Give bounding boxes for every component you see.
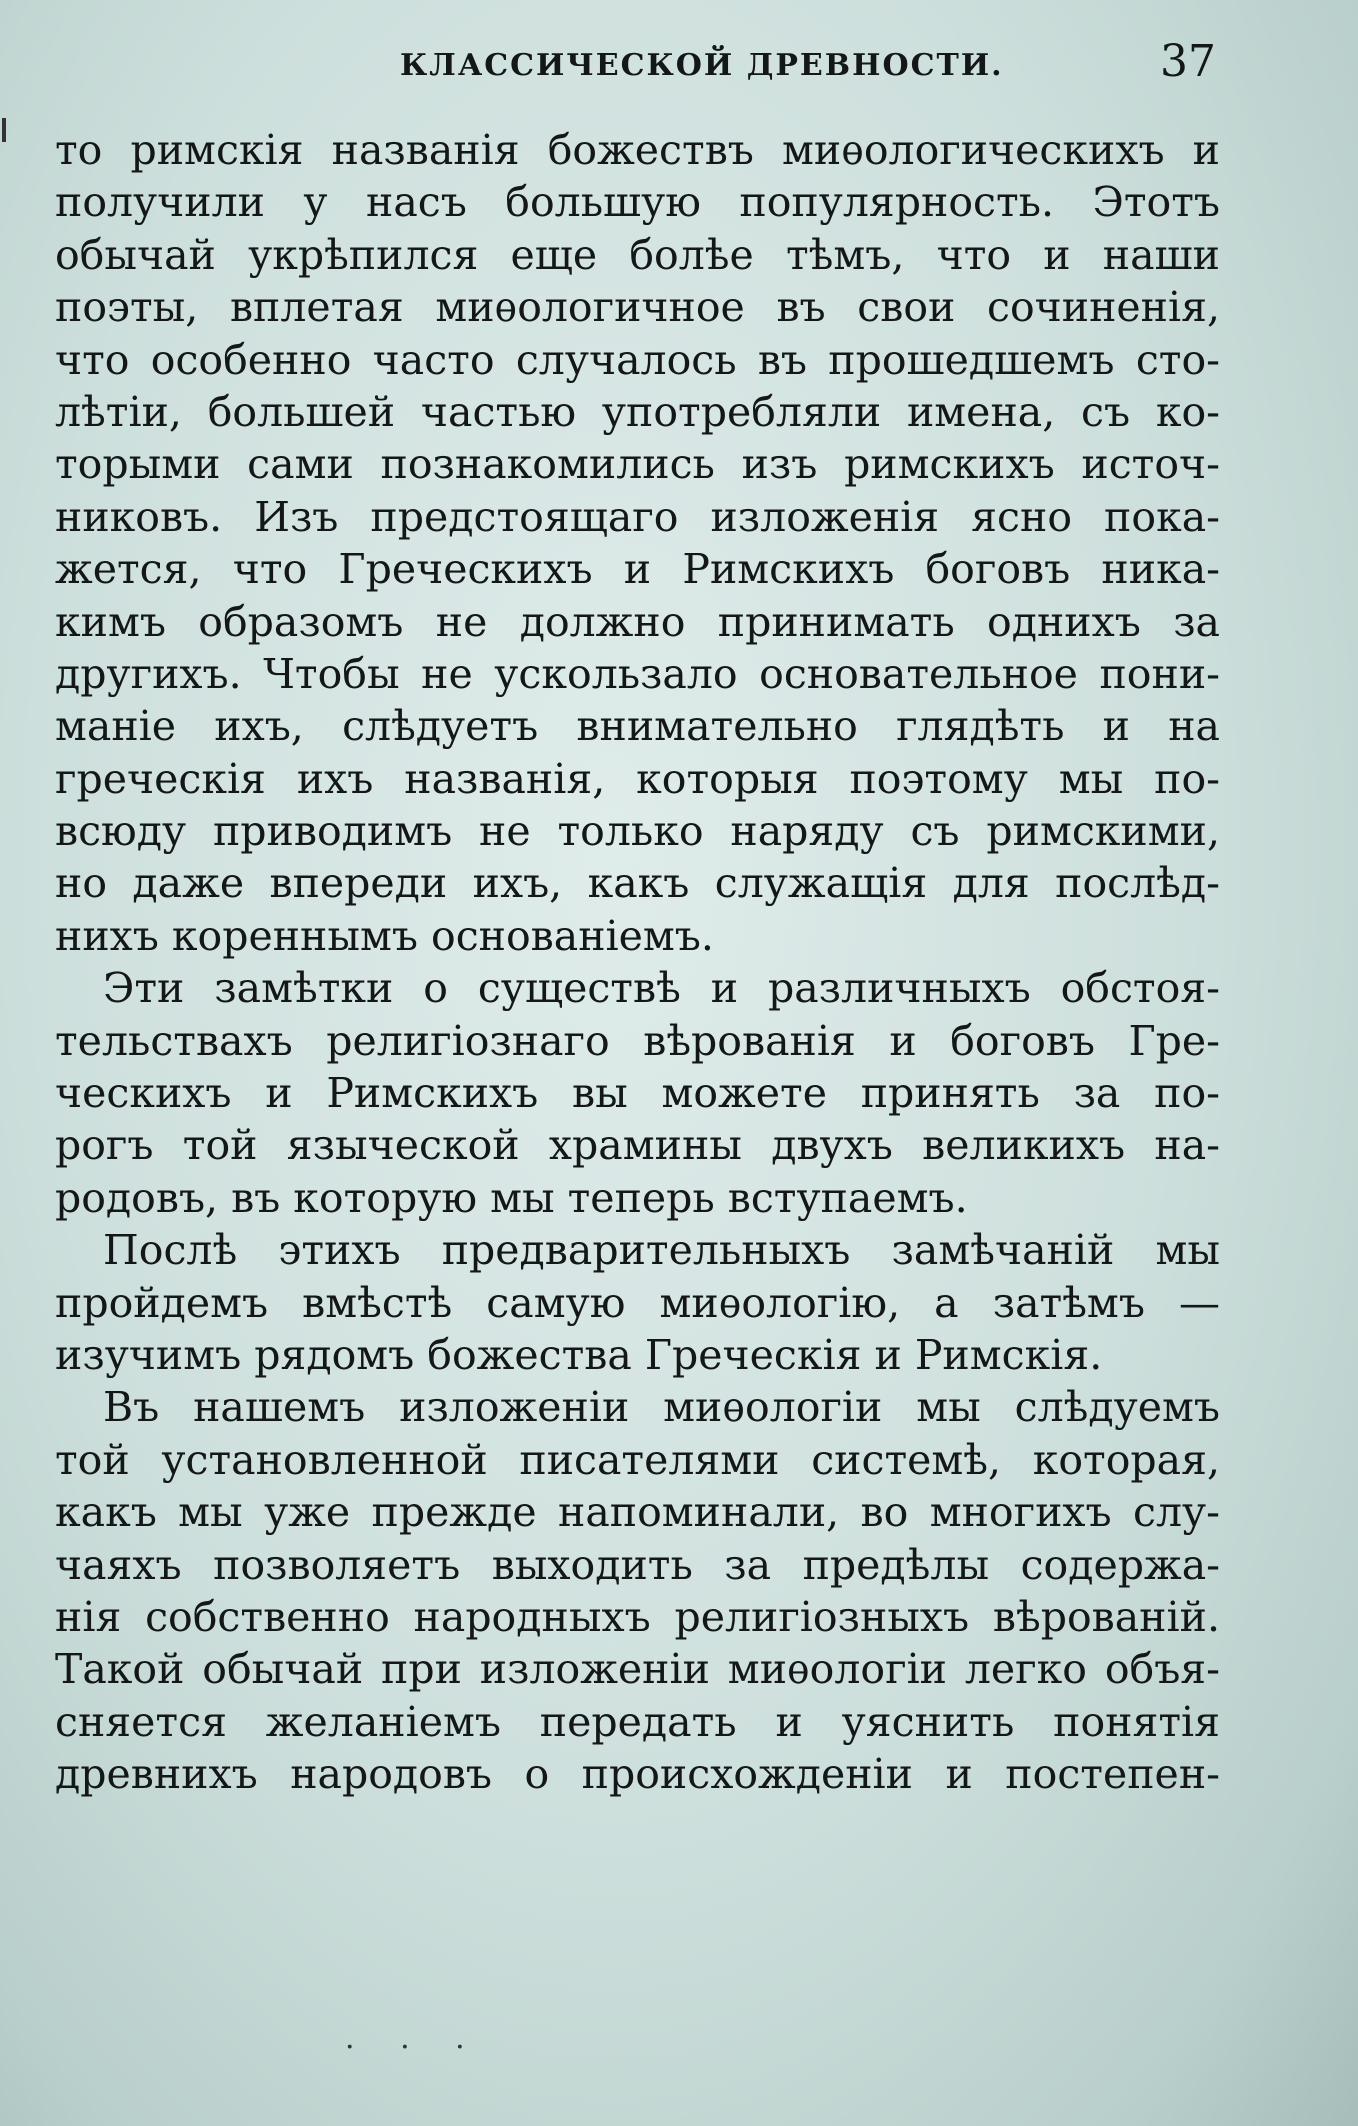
running-head-title: КЛАССИЧЕСКОЙ ДРЕВНОСТИ. xyxy=(400,48,1004,83)
text-line: рогъ той языческой храмины двухъ великихъ на- xyxy=(55,1121,1220,1170)
text-line: другихъ. Чтобы не ускользало основательное пони- xyxy=(55,649,1220,698)
bottom-ink-specks: · · · xyxy=(345,2030,483,2065)
text-line: кимъ образомъ не должно принимать однихъ за xyxy=(55,597,1220,646)
text-line: родовъ, въ которую мы теперь вступаемъ. xyxy=(55,1173,968,1222)
text-line: лѣтіи, большей частью употребляли имена, съ ко- xyxy=(55,387,1220,436)
text-line: нихъ кореннымъ основаніемъ. xyxy=(55,911,714,960)
text-line: Въ нашемъ изложеніи миѳологіи мы слѣдуемъ xyxy=(103,1383,1220,1432)
text-line: греческія ихъ названія, которыя поэтому мы по- xyxy=(55,754,1220,803)
text-line: торыми сами познакомились изъ римскихъ источ- xyxy=(55,440,1220,489)
page-number: 37 xyxy=(1160,36,1216,87)
text-line: ческихъ и Римскихъ вы можете принять за по- xyxy=(55,1069,1220,1118)
text-line: какъ мы уже прежде напоминали, во многихъ слу- xyxy=(55,1488,1220,1537)
margin-mark xyxy=(2,118,6,142)
text-line: обычай укрѣпился еще болѣе тѣмъ, что и наши xyxy=(55,230,1220,279)
text-line: всюду приводимъ не только наряду съ римскими, xyxy=(55,807,1220,856)
body-text xyxy=(55,124,1220,1801)
text-line: той установленной писателями системѣ, которая, xyxy=(55,1435,1220,1484)
text-line: получили у насъ большую популярность. Этотъ xyxy=(55,178,1220,227)
text-line: изучимъ рядомъ божества Греческія и Римскія. xyxy=(55,1330,1103,1379)
text-line: жется, что Греческихъ и Римскихъ боговъ никa- xyxy=(55,545,1220,594)
text-line: сняется желаніемъ передать и уяснить понятія xyxy=(55,1697,1220,1746)
text-line: Эти замѣтки о существѣ и различныхъ обстоя- xyxy=(103,964,1220,1013)
text-line: пройдемъ вмѣстѣ самую миѳологію, а затѣмъ — xyxy=(55,1278,1220,1327)
running-head xyxy=(0,30,1358,100)
text-line: тельствахъ религіознаго вѣрованія и боговъ Гре- xyxy=(55,1016,1220,1065)
text-line: Послѣ этихъ предварительныхъ замѣчаній мы xyxy=(103,1226,1220,1275)
text-line: чаяхъ позволяетъ выходить за предѣлы содержа- xyxy=(55,1540,1220,1589)
text-line: маніе ихъ, слѣдуетъ внимательно глядѣть и на xyxy=(55,702,1220,751)
text-line: что особенно часто случалось въ прошедшемъ сто- xyxy=(55,335,1220,384)
text-line: Такой обычай при изложеніи миѳологіи легко объя- xyxy=(55,1645,1220,1694)
text-line: древнихъ народовъ о происхожденіи и постепен- xyxy=(55,1750,1220,1799)
text-line: нія собственно народныхъ религіозныхъ вѣрованій. xyxy=(55,1592,1220,1641)
text-line: то римскія названія божествъ миѳологическихъ и xyxy=(55,126,1220,174)
text-line: но даже впереди ихъ, какъ служащія для послѣд- xyxy=(55,859,1220,908)
text-line: никовъ. Изъ предстоящаго изложенія ясно пока- xyxy=(55,492,1220,541)
text-line: поэты, вплетая миѳологичное въ свои сочиненія, xyxy=(55,283,1220,332)
